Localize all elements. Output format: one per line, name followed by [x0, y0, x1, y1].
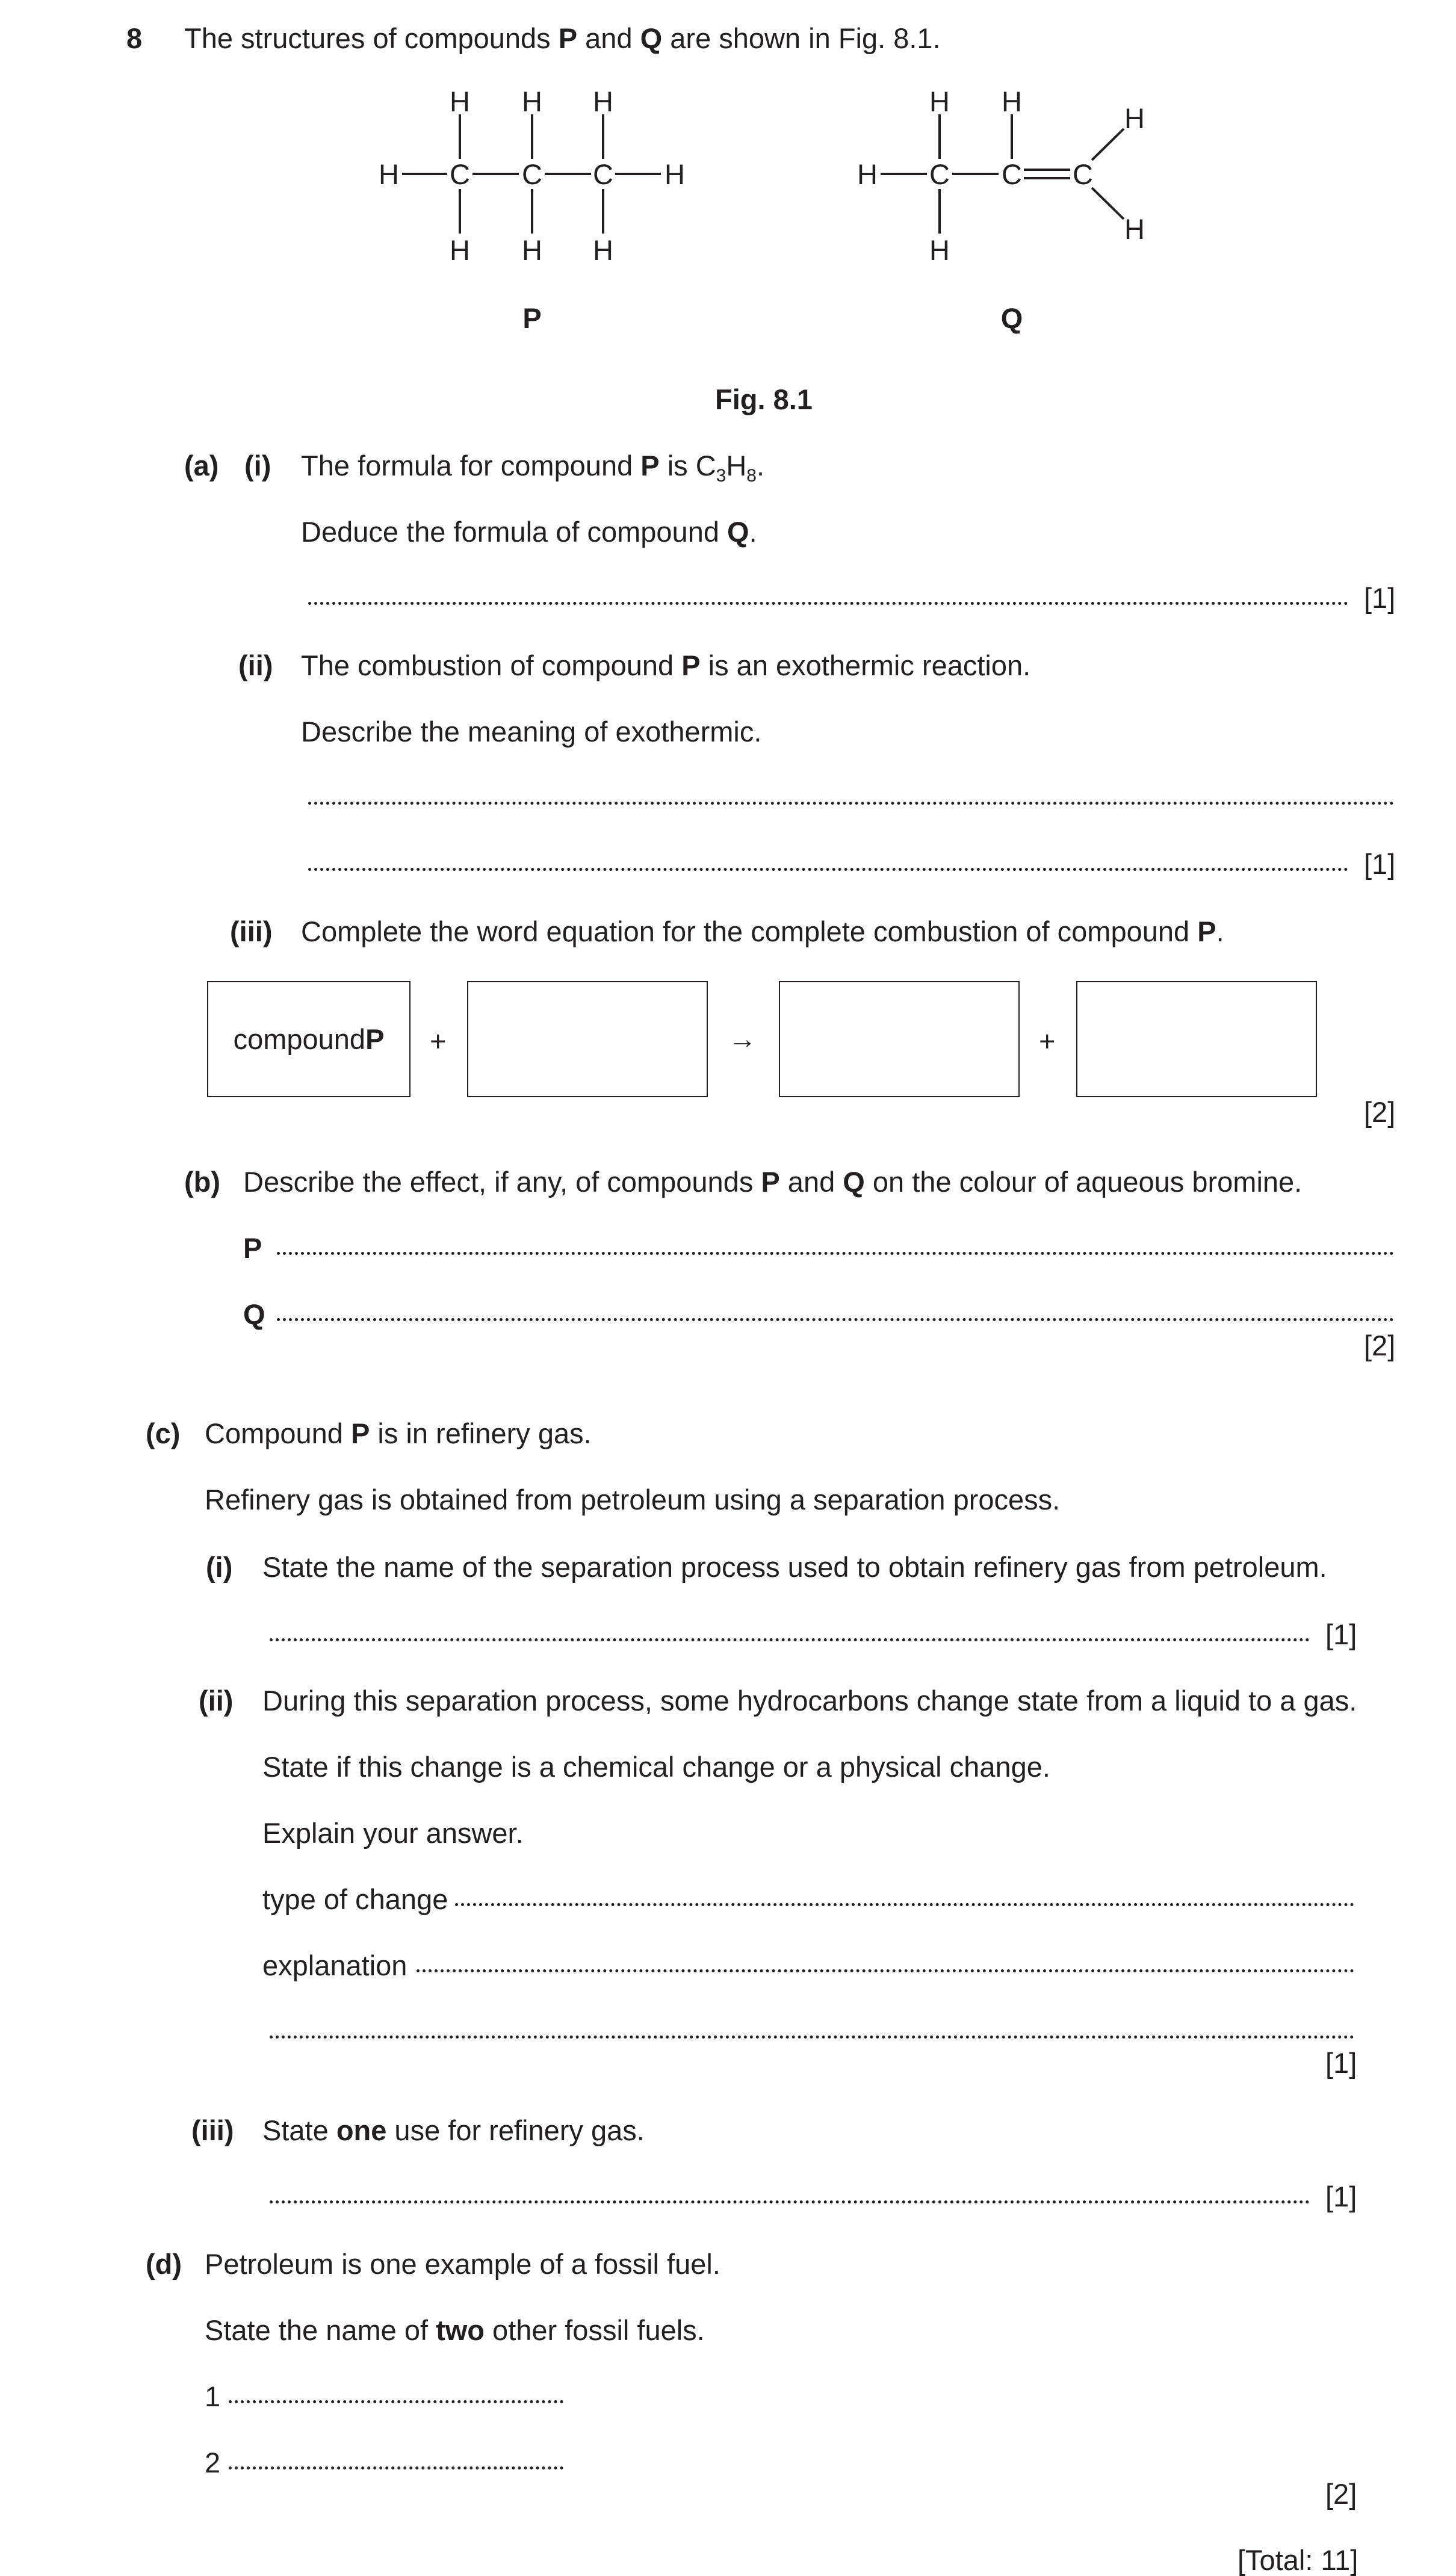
fossil-fuel-item-2-label: 2 [205, 2447, 221, 2478]
atom-c: C [593, 158, 613, 190]
atom-h: H [522, 234, 542, 266]
part-c-i-label: (i) [206, 1551, 233, 1583]
question-intro: The structures of compounds P and Q are shown in Fig. 8.1. [184, 22, 941, 54]
part-a-i-question: Deduce the formula of compound Q. [301, 516, 757, 548]
total-marks: [Total: 11] [1238, 2544, 1358, 2576]
marks-d: [2] [1325, 2478, 1357, 2510]
plus-sign: + [1039, 1025, 1056, 1057]
atom-h: H [450, 234, 470, 266]
part-c-i-question: State the name of the separation process used to obtain refinery gas from petroleum. [262, 1551, 1327, 1583]
answer-line-a-ii-1[interactable] [308, 802, 1394, 805]
atom-h: H [929, 85, 950, 117]
part-a-ii-question: Describe the meaning of exothermic. [301, 716, 762, 748]
answer-line-fossil-fuel-1[interactable] [229, 2400, 563, 2403]
answer-line-type-of-change[interactable] [455, 1903, 1354, 1906]
answer-line-c-i[interactable] [270, 1638, 1310, 1641]
answer-line-a-ii-2[interactable] [308, 868, 1348, 871]
atom-c: C [1073, 158, 1093, 190]
equation-box-compound-p: compound P [207, 981, 410, 1097]
type-of-change-label: type of change [262, 1883, 448, 1915]
part-b-p-label: P [243, 1232, 262, 1264]
marks-a-iii: [2] [1364, 1096, 1396, 1128]
part-a-label: (a) [184, 450, 219, 481]
part-a-i-statement: The formula for compound P is $C_3H_8$. [301, 450, 765, 486]
part-c-context: Refinery gas is obtained from petroleum using a separation process. [205, 1484, 1061, 1516]
atom-h: H [379, 158, 399, 190]
atom-h: H [929, 234, 950, 266]
atom-h: H [1124, 213, 1145, 245]
part-d-question: State the name of two other fossil fuels. [205, 2314, 705, 2346]
arrow-icon: → [728, 1023, 757, 1054]
part-c-statement: Compound P is in refinery gas. [205, 1417, 592, 1449]
part-b-question: Describe the effect, if any, of compounds P and Q on the colour of aqueous bromine. [243, 1166, 1303, 1198]
equation-box-reactant-2[interactable] [467, 981, 708, 1097]
part-c-ii-label: (ii) [199, 1685, 234, 1717]
answer-line-b-p[interactable] [277, 1252, 1394, 1255]
marks-c-ii: [1] [1325, 2047, 1357, 2079]
question-number: 8 [126, 22, 143, 54]
atom-c: C [450, 158, 470, 190]
explanation-label: explanation [262, 1949, 407, 1981]
answer-line-fossil-fuel-2[interactable] [229, 2466, 563, 2469]
atom-h: H [522, 85, 542, 117]
compound-q-label: Q [1000, 302, 1023, 334]
atom-c: C [1002, 158, 1022, 190]
answer-line-explanation-2[interactable] [270, 2036, 1354, 2039]
part-a-ii-statement: The combustion of compound P is an exothermic reaction. [301, 649, 1031, 681]
part-c-label: (c) [146, 1417, 181, 1449]
atom-c: C [929, 158, 950, 190]
part-a-i-label: (i) [244, 450, 271, 481]
fossil-fuel-item-1-label: 1 [205, 2380, 221, 2412]
part-b-q-label: Q [243, 1298, 265, 1330]
part-a-ii-label: (ii) [238, 649, 273, 681]
structural-formulae-figure [0, 0, 1456, 373]
part-c-iii-label: (iii) [191, 2114, 234, 2146]
atom-h: H [593, 234, 613, 266]
answer-line-explanation-1[interactable] [417, 1969, 1354, 1972]
marks-c-iii: [1] [1325, 2181, 1357, 2212]
part-a-iii-label: (iii) [230, 915, 273, 947]
atom-h: H [593, 85, 613, 117]
part-d-label: (d) [146, 2248, 182, 2280]
atom-h: H [1002, 85, 1022, 117]
part-c-ii-question: State if this change is a chemical change or a physical change. [262, 1751, 1050, 1783]
marks-a-ii: [1] [1364, 848, 1396, 880]
atom-h: H [664, 158, 685, 190]
figure-caption: Fig. 8.1 [715, 383, 813, 415]
atom-h: H [450, 85, 470, 117]
part-a-iii-statement: Complete the word equation for the complete combustion of compound P. [301, 915, 1224, 947]
answer-line-c-iii[interactable] [270, 2200, 1310, 2203]
atom-c: C [522, 158, 542, 190]
part-d-statement: Petroleum is one example of a fossil fuel. [205, 2248, 720, 2280]
equation-box-product-2[interactable] [1076, 981, 1317, 1097]
atom-h: H [857, 158, 878, 190]
part-c-iii-question: State one use for refinery gas. [262, 2114, 645, 2146]
marks-a-i: [1] [1364, 582, 1396, 614]
part-c-ii-statement: During this separation process, some hydrocarbons change state from a liquid to a gas. [262, 1685, 1357, 1717]
answer-line-a-i[interactable] [308, 602, 1348, 605]
atom-h: H [1124, 102, 1145, 134]
answer-line-b-q[interactable] [277, 1318, 1394, 1321]
marks-b: [2] [1364, 1330, 1396, 1361]
compound-p-label: P [522, 302, 542, 334]
part-b-label: (b) [184, 1166, 221, 1198]
plus-sign: + [430, 1025, 447, 1057]
part-c-ii-explain: Explain your answer. [262, 1817, 524, 1849]
marks-c-i: [1] [1325, 1618, 1357, 1650]
equation-box-product-1[interactable] [779, 981, 1020, 1097]
